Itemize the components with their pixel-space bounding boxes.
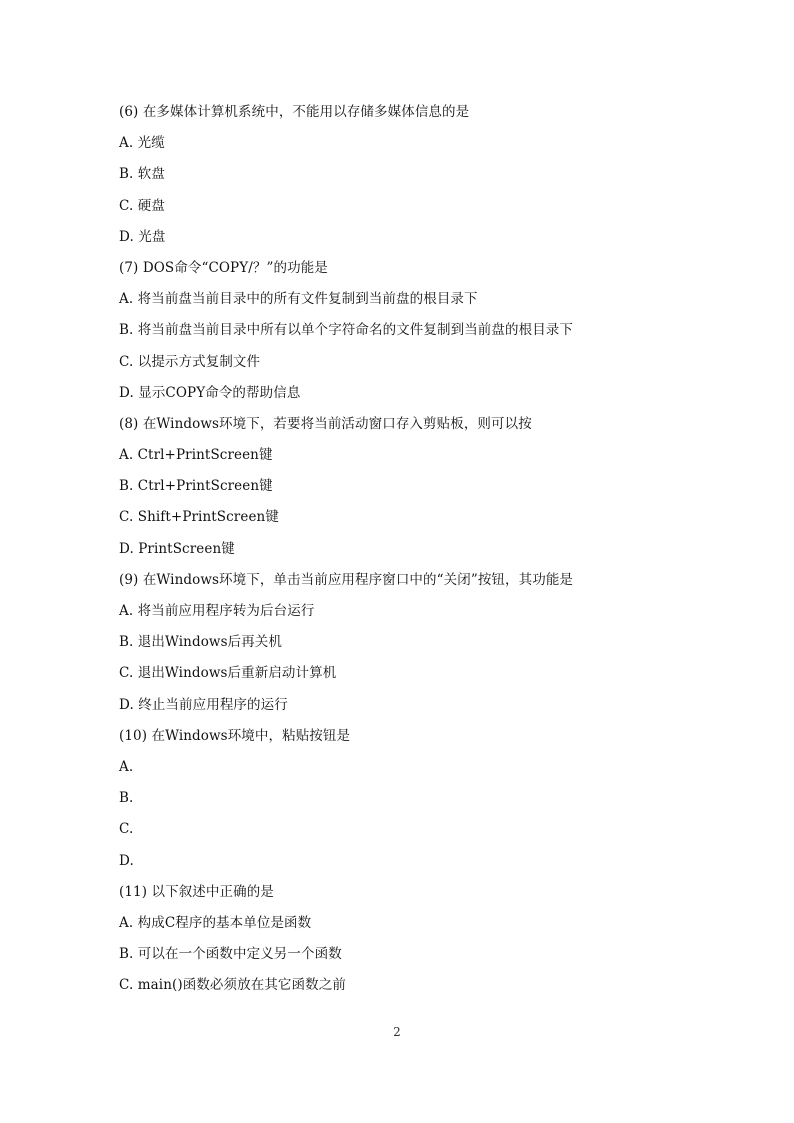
question-10-option-a: A. [119,758,134,775]
question-7-option-c: C. 以提示方式复制文件 [119,353,261,370]
question-6-option-a: A. 光缆 [119,135,165,152]
question-8-option-b: B. Ctrl+PrintScreen键 [119,478,273,495]
question-9-option-a: A. 将当前应用程序转为后台运行 [119,603,315,619]
question-list [119,101,719,1005]
question-9-option-b: B. 退出Windows后再关机 [119,634,283,651]
question-8-option-a: A. Ctrl+PrintScreen键 [119,447,273,464]
question-6-option-c: C. 硬盘 [119,197,165,214]
question-6-stem: (6) 在多媒体计算机系统中，不能用以存储多媒体信息的是 [119,104,470,120]
question-8-option-c: C. Shift+PrintScreen键 [119,509,279,526]
question-7-option-a: A. 将当前盘当前目录中的所有文件复制到当前盘的根目录下 [119,291,478,308]
page-number: 2 [393,1025,401,1039]
question-9-option-d: D. 终止当前应用程序的运行 [119,696,288,713]
question-6-option-b: B. 软盘 [119,166,166,183]
question-8-stem: (8) 在Windows环境下，若要将当前活动窗口存入剪贴板，则可以按 [119,415,532,432]
question-10-stem: (10) 在Windows环境中，粘贴按钮是 [119,727,351,744]
question-11-option-b: B. 可以在一个函数中定义另一个函数 [119,946,342,963]
question-7-option-d: D. 显示COPY命令的帮助信息 [119,384,301,401]
question-9-stem: (9) 在Windows环境下，单击当前应用程序窗口中的“关闭”按钮，其功能是 [119,571,574,588]
question-11-stem: (11) 以下叙述中正确的是 [119,883,274,900]
question-10-option-c: C. [119,821,134,838]
question-11-option-a: A. 构成C程序的基本单位是函数 [119,914,312,931]
question-9-option-c: C. 退出Windows后重新启动计算机 [119,665,337,682]
question-7-stem: (7) DOS命令“COPY/？”的功能是 [119,259,328,276]
question-6-option-d: D. 光盘 [119,228,166,245]
question-8-option-d: D. PrintScreen键 [119,540,235,557]
question-11-option-c: C. main()函数必须放在其它函数之前 [119,977,346,994]
question-10-option-d: D. [119,852,134,869]
question-10-option-b: B. [119,790,134,807]
question-7-option-b: B. 将当前盘当前目录中所有以单个字符命名的文件复制到当前盘的根目录下 [119,322,574,339]
